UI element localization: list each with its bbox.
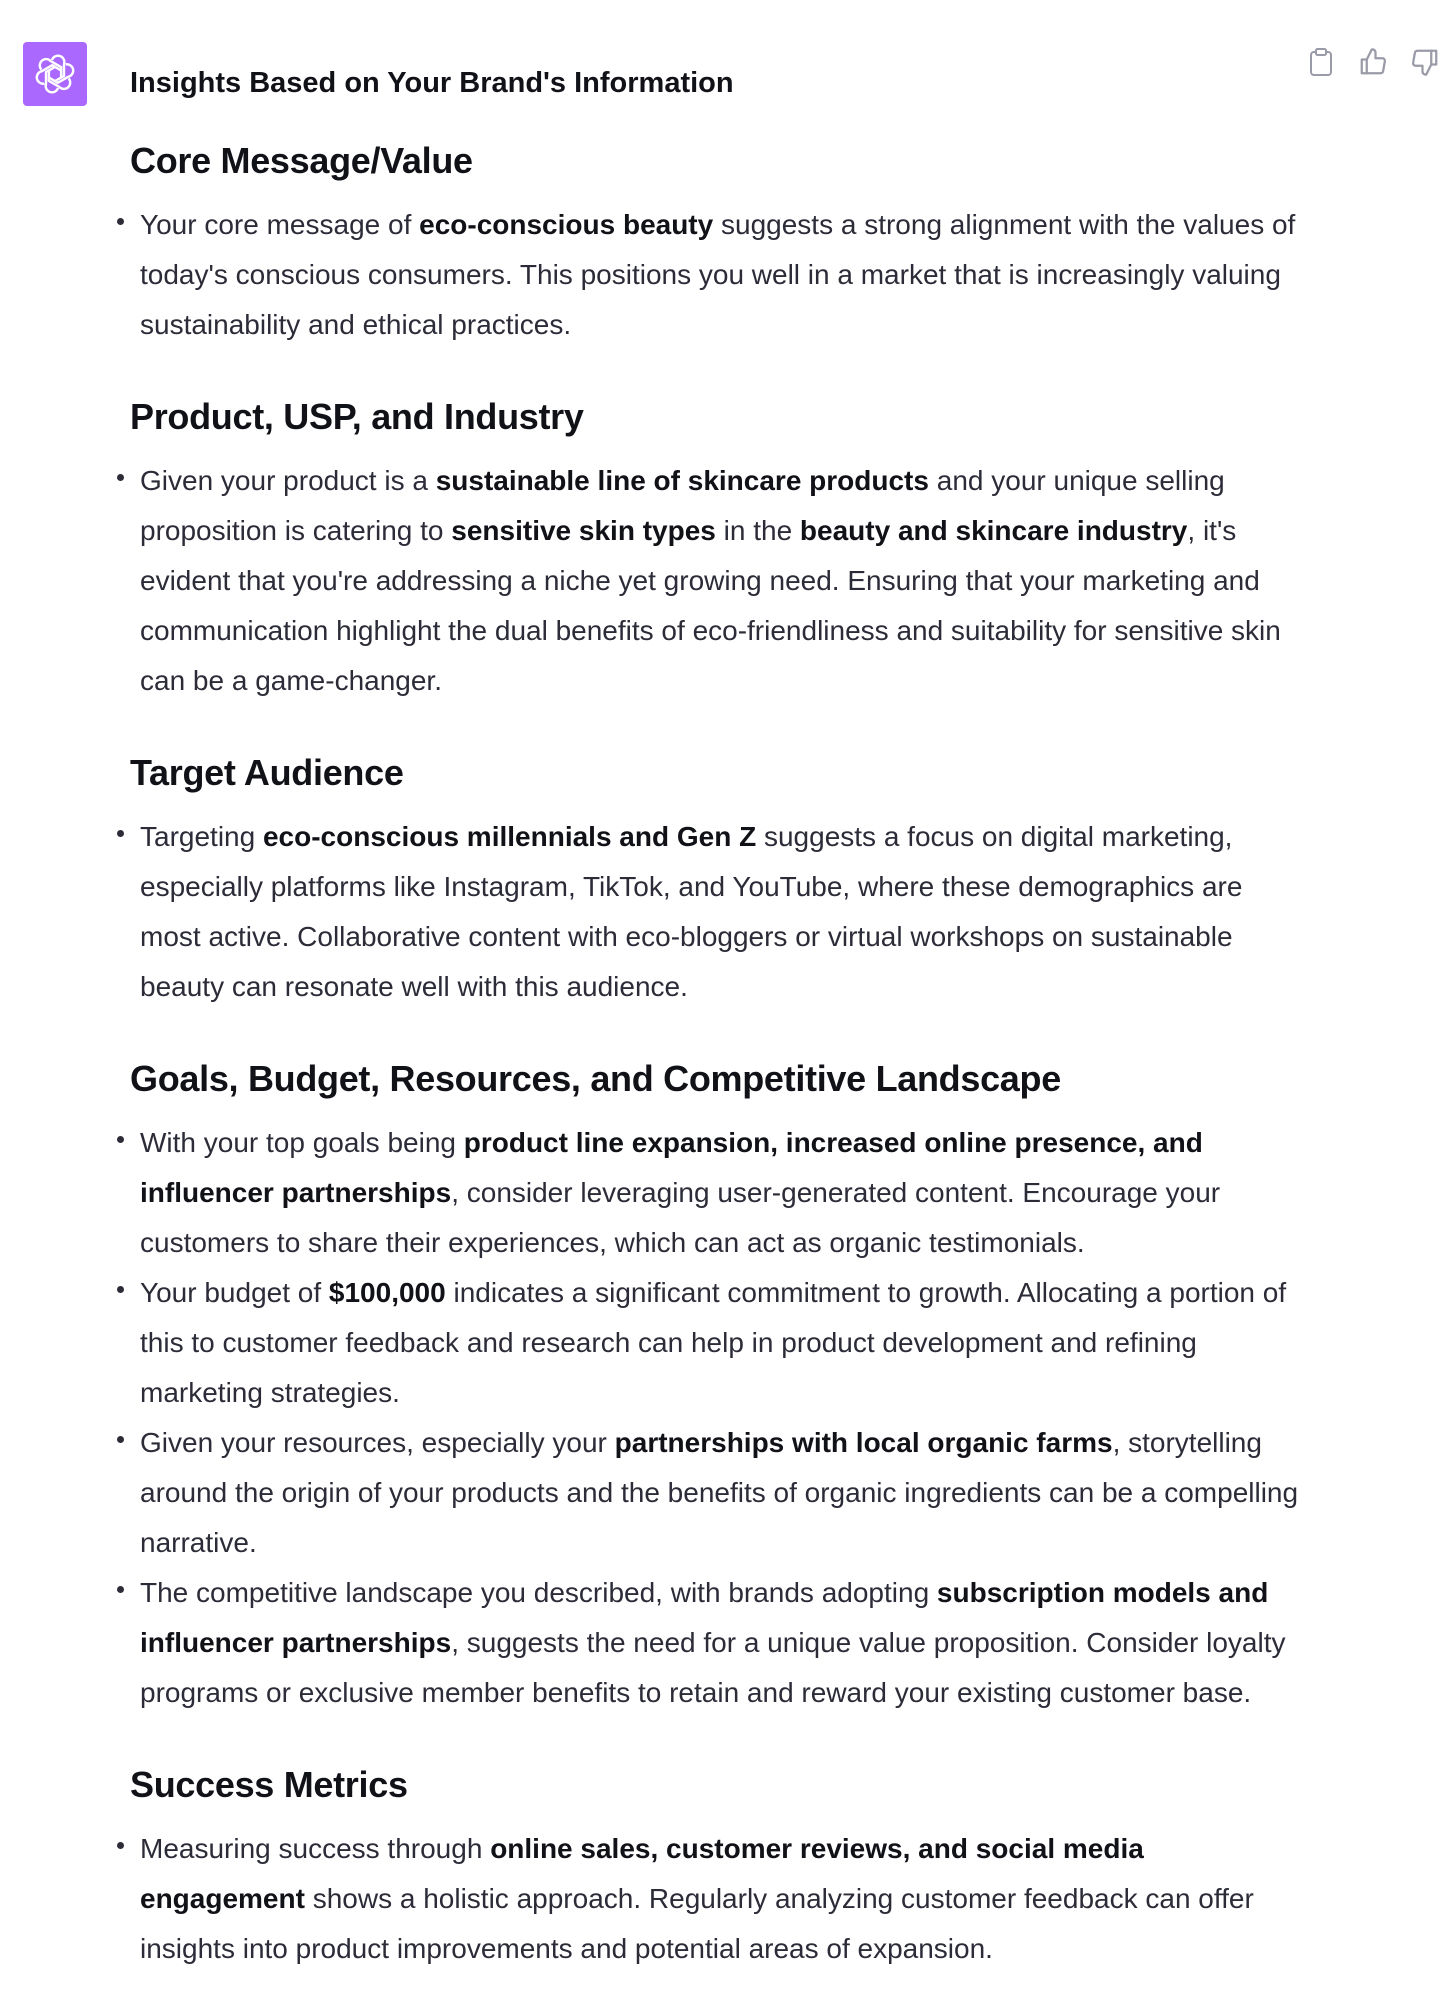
bold-text: beauty and skincare industry — [799, 515, 1188, 546]
bold-text: sustainable line of skincare products — [435, 465, 929, 496]
bullet-item — [130, 1118, 1310, 1268]
thumbs-down-icon — [1410, 47, 1440, 77]
text-run: With your top goals being — [140, 1127, 464, 1158]
bold-text: product line expansion, increased online presence, and influencer partnerships — [140, 1127, 1203, 1208]
bullet-list — [130, 456, 1310, 706]
copy-icon — [1308, 47, 1334, 77]
openai-logo-icon — [35, 54, 75, 94]
text-run: , storytelling around the origin of your products and the benefits of organic ingredients can be a compelling narrative. — [140, 1427, 1299, 1558]
bullet-item — [130, 456, 1310, 706]
text-run: suggests a focus on digital marketing, especially platforms like Instagram, TikTok, and YouTube, where these demographics are most active. Collaborative content with eco-bloggers or virtual workshops on sustainable beauty can resonate well with this audience. — [140, 821, 1243, 1002]
text-run: The competitive landscape you described, with brands adopting — [140, 1577, 937, 1608]
bold-text: eco-conscious millennials and Gen Z — [262, 821, 757, 852]
message-actions — [1305, 46, 1441, 78]
bold-text: partnerships with local organic farms — [614, 1427, 1113, 1458]
text-run: indicates a significant commitment to growth. Allocating a portion of this to customer feedback and research can help in product development and refining marketing strategies. — [140, 1277, 1287, 1408]
bullet-item — [130, 812, 1310, 1012]
text-run: shows a holistic approach. Regularly analyzing customer feedback can offer insights into product improvements and potential areas of expansion. — [140, 1883, 1254, 1964]
text-run: Your budget of — [140, 1277, 329, 1308]
section-heading: Goals, Budget, Resources, and Competitive Landscape — [130, 1058, 1061, 1099]
bullet-list — [130, 812, 1310, 1012]
thumbs-up-icon — [1358, 47, 1388, 77]
sections — [130, 136, 1310, 1974]
text-run: suggests a strong alignment with the values of today's conscious consumers. This positions you well in a market that is increasingly valuing sustainability and ethical practices. — [140, 209, 1296, 340]
assistant-avatar — [23, 42, 87, 106]
message-content — [130, 58, 1310, 1974]
bold-text: $100,000 — [328, 1277, 446, 1308]
text-run: in the — [715, 515, 800, 546]
bullet-list — [130, 200, 1310, 350]
bullet-item — [130, 1824, 1310, 1974]
bullet-list — [130, 1824, 1310, 1974]
message-title: Insights Based on Your Brand's Information — [130, 67, 734, 99]
bullet-item — [130, 1418, 1310, 1568]
text-run: Given your resources, especially your — [140, 1427, 615, 1458]
text-run: Your core message of — [140, 209, 420, 240]
bold-text: sensitive skin types — [451, 515, 716, 546]
bold-text: online sales, customer reviews, and social media engagement — [140, 1833, 1144, 1914]
text-run: Targeting — [140, 821, 263, 852]
bullet-item — [130, 1568, 1310, 1718]
text-run: Measuring success through — [140, 1833, 491, 1864]
section-heading: Core Message/Value — [130, 140, 473, 181]
text-run: , suggests the need for a unique value proposition. Consider loyalty programs or exclusive member benefits to retain and reward your existing customer base. — [140, 1627, 1286, 1708]
bullet-item — [130, 200, 1310, 350]
thumbs-down-button[interactable] — [1409, 46, 1441, 78]
bullet-item — [130, 1268, 1310, 1418]
text-run: and your unique selling proposition is catering to — [140, 465, 1225, 546]
text-run: , it's evident that you're addressing a niche yet growing need. Ensuring that your marketing and communication highlight the dual benefits of eco-friendliness and suitability for sensitive skin can be a game-changer. — [140, 515, 1281, 696]
thumbs-up-button[interactable] — [1357, 46, 1389, 78]
text-run: Given your product is a — [140, 465, 436, 496]
bullet-list — [130, 1118, 1310, 1718]
text-run: , consider leveraging user-generated content. Encourage your customers to share their experiences, which can act as organic testimonials. — [140, 1177, 1221, 1258]
bold-text: subscription models and influencer partnerships — [140, 1577, 1269, 1658]
section-heading: Target Audience — [130, 752, 404, 793]
section-heading: Success Metrics — [130, 1764, 408, 1805]
section-heading: Product, USP, and Industry — [130, 396, 584, 437]
bold-text: eco-conscious beauty — [419, 209, 714, 240]
